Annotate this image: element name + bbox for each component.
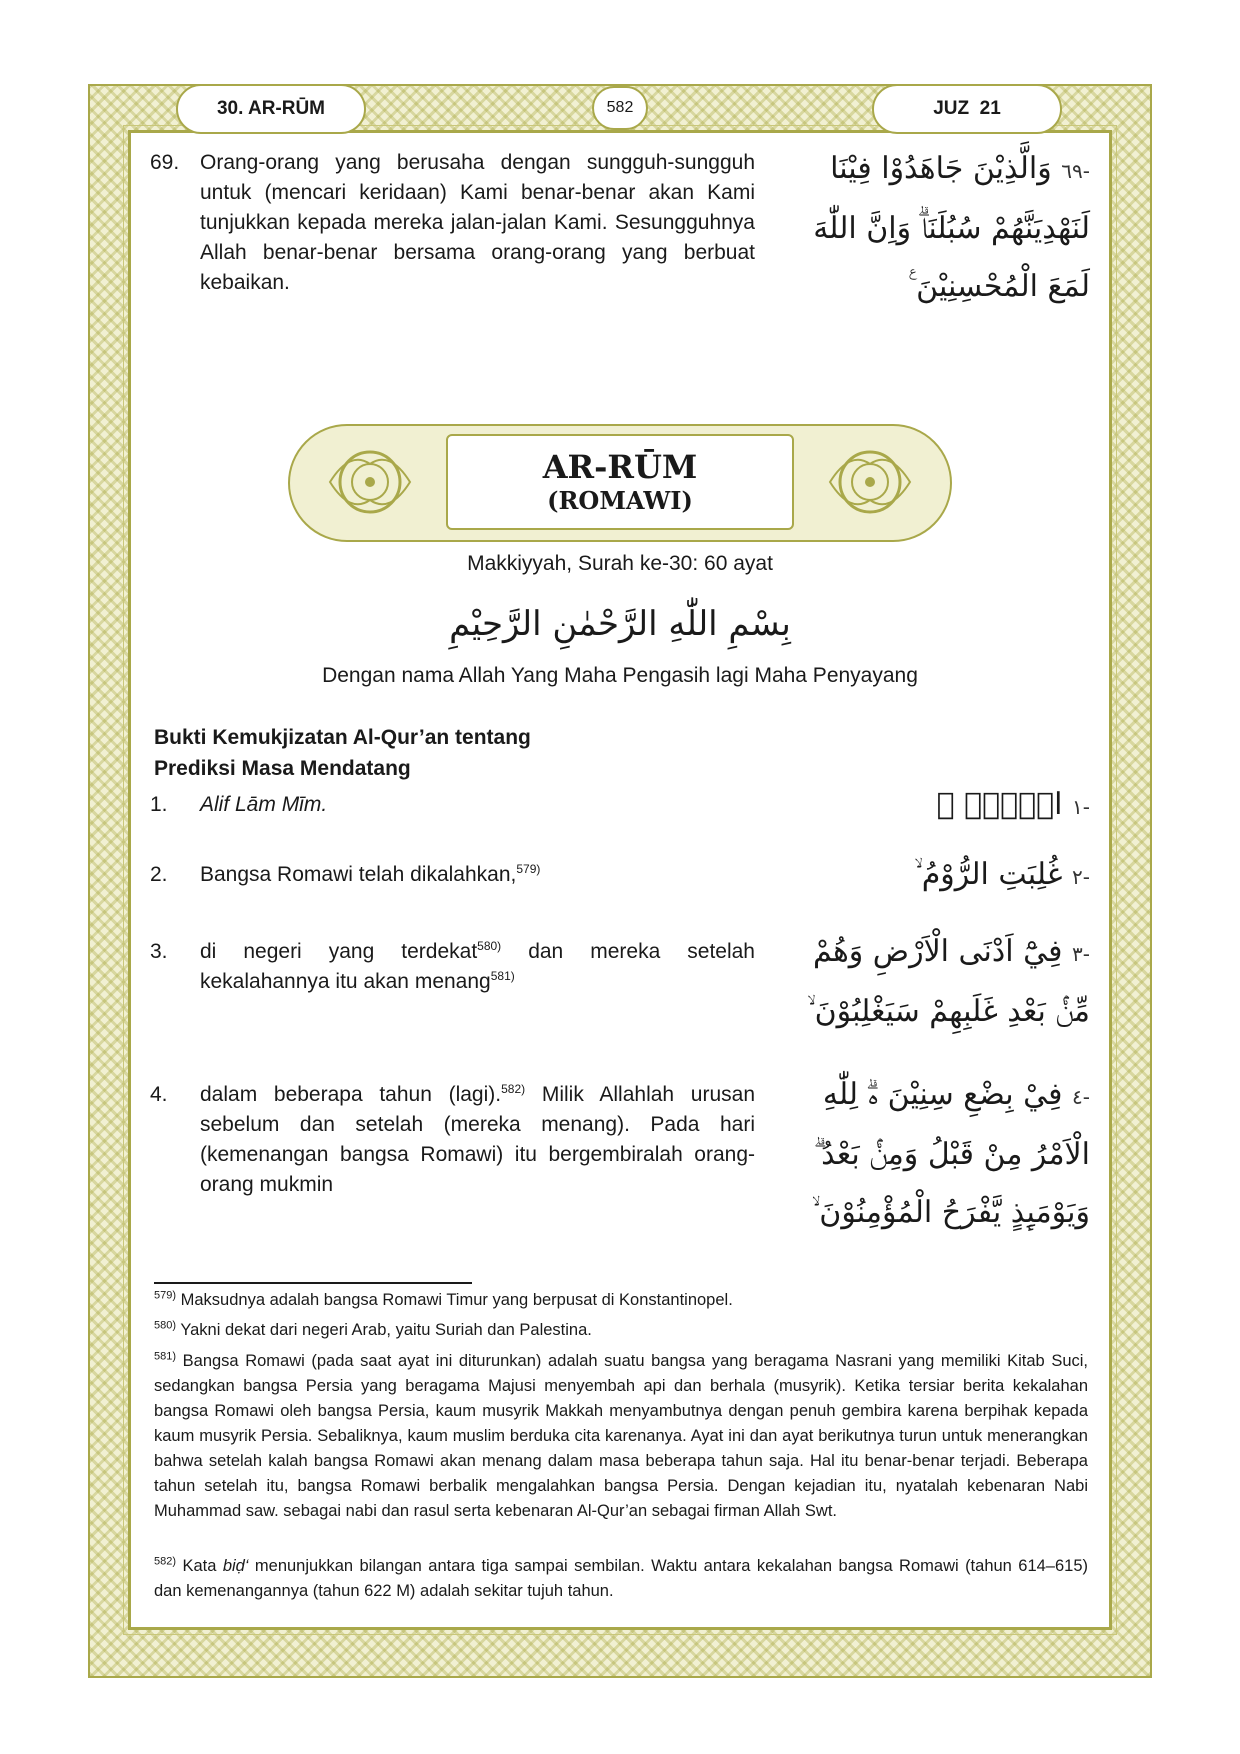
verse-arabic [780,776,1090,836]
footnote-text: Bangsa Romawi (pada saat ayat ini diturunkan) adalah suatu bangsa yang beragama Nasrani yang memiliki Kitab Suci, sedangkan bangsa Persia yang beragama Majusi menyembah api dan berhala (musyrik). Ketika tersiar berita kekalahan bangsa Romawi oleh bangsa Persia, kaum musyrik Makkah menyambutnya dengan penuh gembira karena berpihak kepada kaum musyrik Persia. Sebaliknya, kaum muslim berduka cita karenanya. Ayat ini dan ayat berikutnya turun untuk menerangkan bahwa setelah kalah bangsa Romawi akan menang dalam masa beberapa tahun saja. Hal itu benar-benar terjadi. Beberapa tahun setelah itu, bangsa Romawi berbalik mengalahkan bangsa Persia. Dengan kejadian itu, nyatalah kebenaran Nabi Muhammad saw. sebagai nabi dan rasul serta kebenaran Al-Qur’an sebagai firman Allah Swt. [154,1352,1088,1520]
footnote-581 [154,1349,1088,1524]
verse-number: 1. [150,793,168,816]
translation-text: Milik Allahlah urusan sebelum dan setelah (mereka menang). Pada hari (kemenangan bangsa Romawi) itu bergembiralah orang-orang mukmin [200,1083,755,1196]
verse-translation [200,1080,755,1200]
footnote-text: Yakni dekat dari negeri Arab, yaitu Suriah dan Palestina. [180,1321,592,1339]
verse-number: 3. [150,940,168,963]
arabic-verse-marker: -٢ [1072,865,1090,889]
footnote-term: biḍ‘ [222,1557,249,1575]
footnote-number: 579) [154,1289,177,1302]
arabic-text: وَالَّذِيْنَ جَاهَدُوْا فِيْنَا لَنَهْدِيَنَّهُمْ سُبُلَنَاۗ وَاِنَّ اللّٰهَ لَمَعَ الْمُحْسِنِيْنَ ࣖ [813,151,1090,304]
footnote-582 [154,1554,1088,1604]
verse-arabic [780,846,1090,906]
surah-info: Makkiyyah, Surah ke-30: 60 ayat [467,552,773,575]
juz-label: JUZ 21 [933,98,1001,119]
arabic-text: الۤمّۤ ۚ [936,787,1063,822]
footnote-ref: 582) [501,1082,526,1096]
translation-text: dan mereka setelah kekalahannya itu akan menang [200,940,755,993]
juz-header [872,84,1062,134]
verse-arabic [780,1066,1090,1242]
arabesque-ornament-left-icon [310,440,430,524]
basmala-arabic: بِسْمِ اللّٰهِ الرَّحْمٰنِ الرَّحِيْمِ [449,604,791,644]
footnote-579 [154,1288,1088,1313]
verse-arabic [780,140,1090,316]
verse-translation: Orang-orang yang berusaha dengan sungguh-sungguh untuk (mencari keridaan) Kami benar-benar akan Kami tunjukkan kepada mereka jalan-jalan Kami. Sesungguhnya Allah benar-benar bersama orang-orang yang berbuat kebaikan. [200,151,755,294]
footnote-ref: 580) [477,939,502,953]
arabic-text: غُلِبَتِ الرُّوْمُ ۙ [914,857,1063,892]
surah-name-label: 30. AR-RŪM [216,98,326,119]
arabic-text: فِيْ بِضْعِ سِنِيْنَ ەۗ لِلّٰهِ الْاَمْرُ مِنْ قَبْلُ وَمِنْۢ بَعْدُ ۗ وَيَوْمَىِٕذٍ يَّفْرَحُ الْمُؤْمِنُوْنَ ۙ [811,1077,1090,1230]
surah-title: AR-RŪM [542,448,698,486]
arabic-verse-marker: -١ [1072,795,1090,819]
page-number-badge [592,86,648,130]
footnote-text: Kata [182,1557,223,1575]
translation-text: Bangsa Romawi telah dikalahkan, [200,863,517,886]
footnote-separator [154,1282,472,1284]
footnote-number: 582) [154,1555,177,1568]
translation-text: di negeri yang terdekat [200,940,478,963]
arabic-verse-marker: -٦٩ [1061,159,1090,183]
verse-translation [200,860,755,890]
arabic-verse-marker: -٣ [1072,942,1090,966]
footnote-580 [154,1318,1088,1343]
basmala-translation: Dengan nama Allah Yang Maha Pengasih lagi Maha Penyayang [322,664,918,687]
surah-name-header [176,84,366,134]
arabesque-ornament-right-icon [810,440,930,524]
section-heading-line: Prediksi Masa Mendatang [154,757,411,780]
verse-number: 2. [150,863,168,886]
footnote-ref: 579) [516,862,541,876]
arabic-text: فِيْٓ اَدْنَى الْاَرْضِ وَهُمْ مِّنْۢ بَعْدِ غَلَبِهِمْ سَيَغْلِبُوْنَ ۙ [807,934,1090,1029]
footnote-text: menunjukkan bilangan antara tiga sampai sembilan. Waktu antara kekalahan bangsa Romawi (tahun 614–615) dan kemenangannya (tahun 622 M) adalah sekitar tujuh tahun. [154,1557,1088,1600]
surah-subtitle: (ROMAWI) [547,486,693,515]
page-number: 582 [606,99,634,116]
footnote-text: Maksudnya adalah bangsa Romawi Timur yang berpusat di Konstantinopel. [180,1291,733,1309]
translation-text: dalam beberapa tahun (lagi). [200,1083,502,1106]
section-heading-line: Bukti Kemukjizatan Al-Qur’an tentang [154,726,531,749]
verse-translation: Alif Lām Mīm. [200,793,328,816]
footnote-number: 581) [154,1350,177,1363]
section-heading [154,722,754,784]
arabic-verse-marker: -٤ [1072,1085,1090,1109]
footnote-ref: 581) [490,969,515,983]
footnote-number: 580) [154,1319,177,1332]
verse-translation [200,937,755,997]
verse-number: 4. [150,1083,168,1106]
verse-arabic [780,923,1090,1041]
verse-number: 69. [150,151,180,174]
surah-title-banner [288,424,952,542]
banner-title-box [446,434,794,530]
